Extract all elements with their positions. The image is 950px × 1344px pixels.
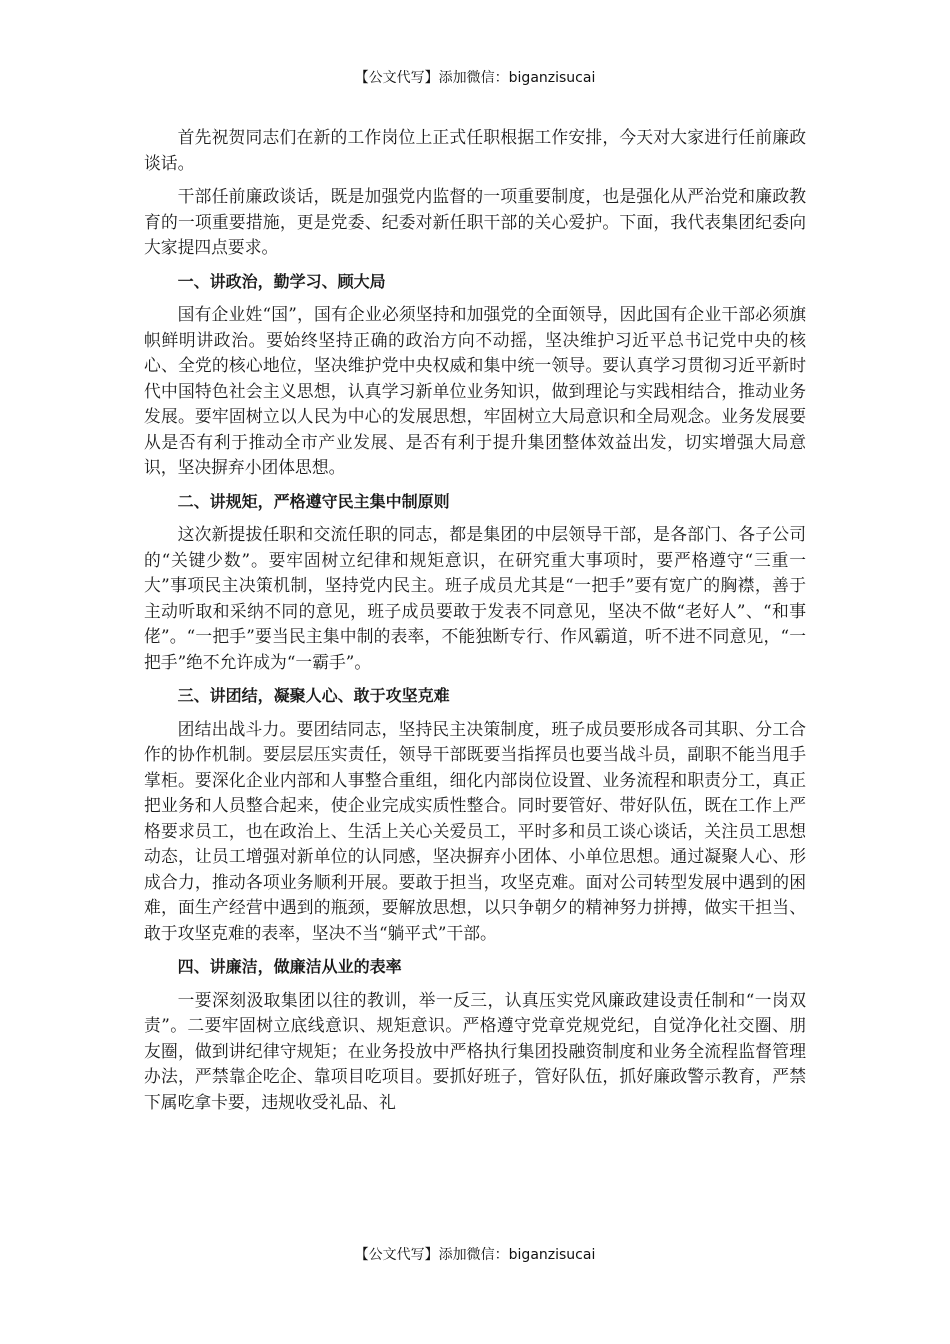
section-1-heading: 一、讲政治，勤学习、顾大局 [177, 271, 386, 291]
section-3-heading: 三、讲团结，凝聚人心、敢于攻坚克难 [177, 686, 450, 705]
page-header: 【公文代写】添加微信：biganzisucai [354, 70, 596, 86]
section-4-body: 一要深刻汲取集团以往的教训，举一反三，认真压实党风廉政建设责任制和“一岗双责”。二要牢固树立底线意识、规矩意识。严格遵守党章党规党纪，自觉净化社交圈、朋友圈，做到讲纪律守规矩；在业务投放中严格执行集团投融资制度和业务全流程监督管理办法，严禁靠企吃企、靠项目吃项目。要抓好班子，管好队伍，抓好廉政警示教育，严禁下属吃拿卡要，违规收受礼品、礼 [144, 989, 806, 1112]
section-3-body: 团结出战斗力。要团结同志，坚持民主决策制度，班子成员要形成各司其职、分工合作的协作机制。要层层压实责任，领导干部既要当指挥员也要当战斗员，副职不能当甩手掌柜。要深化企业内部和人事整合重组，细化内部岗位设置、业务流程和职责分工，真正把业务和人员整合起来，使企业完成实质性整合。同时要管好、带好队伍，既在工作上严格要求员工，也在政治上、生活上关心关爱员工，平时多和员工谈心谈话，关注员工思想动态，让员工增强对新单位的认同感，坚决摒弃小团体、小单位思想。通过凝聚人心、形成合力，推动各项业务顺利开展。要敢于担当，攻坚克难。面对公司转型发展中遇到的困难，面生产经营中遇到的瓶颈，要解放思想，以只争朝夕的精神努力拼搏，做实干担当、敢于攻坚克难的表率，坚决不当“躺平式”干部。 [144, 718, 806, 943]
page-footer: 【公文代写】添加微信：biganzisucai [354, 1247, 596, 1263]
section-4-heading: 四、讲廉洁，做廉洁从业的表率 [177, 957, 402, 976]
intro-paragraph-1: 首先祝贺同志们在新的工作岗位上正式任职根据工作安排，今天对大家进行任前廉政谈话。 [144, 127, 806, 173]
document-body [144, 125, 806, 1123]
section-2-body: 这次新提拔任职和交流任职的同志，都是集团的中层领导干部，是各部门、各子公司的“关键少数”。要牢固树立纪律和规矩意识，在研究重大事项时，要严格遵守“三重一大”事项民主决策机制，坚持党内民主。班子成员尤其是“一把手”要有宽广的胸襟，善于主动听取和采纳不同的意见，班子成员要敢于发表不同意见，坚决不做“老好人”、“和事佬”。“一把手”要当民主集中制的表率，不能独断专行、作风霸道，听不进不同意见，“一把手”绝不允许成为“一霸手”。 [144, 524, 806, 672]
intro-paragraph-2: 干部任前廉政谈话，既是加强党内监督的一项重要制度，也是强化从严治党和廉政教育的一项重要措施，更是党委、纪委对新任职干部的关心爱护。下面，我代表集团纪委向大家提四点要求。 [144, 186, 806, 257]
section-1-body: 国有企业姓“国”，国有企业必须坚持和加强党的全面领导，因此国有企业干部必须旗帜鲜明讲政治。要始终坚持正确的政治方向不动摇，坚决维护习近平总书记党中央的核心、全党的核心地位，坚决维护党中央权威和集中统一领导。要认真学习贯彻习近平新时代中国特色社会主义思想，认真学习新单位业务知识，做到理论与实践相结合，推动业务发展。要牢固树立以人民为中心的发展思想，牢固树立大局意识和全局观念。业务发展要从是否有利于推动全市产业发展、是否有利于提升集团整体效益出发，切实增强大局意识，坚决摒弃小团体思想。 [144, 304, 806, 477]
section-2-heading: 二、讲规矩，严格遵守民主集中制原则 [177, 491, 450, 511]
